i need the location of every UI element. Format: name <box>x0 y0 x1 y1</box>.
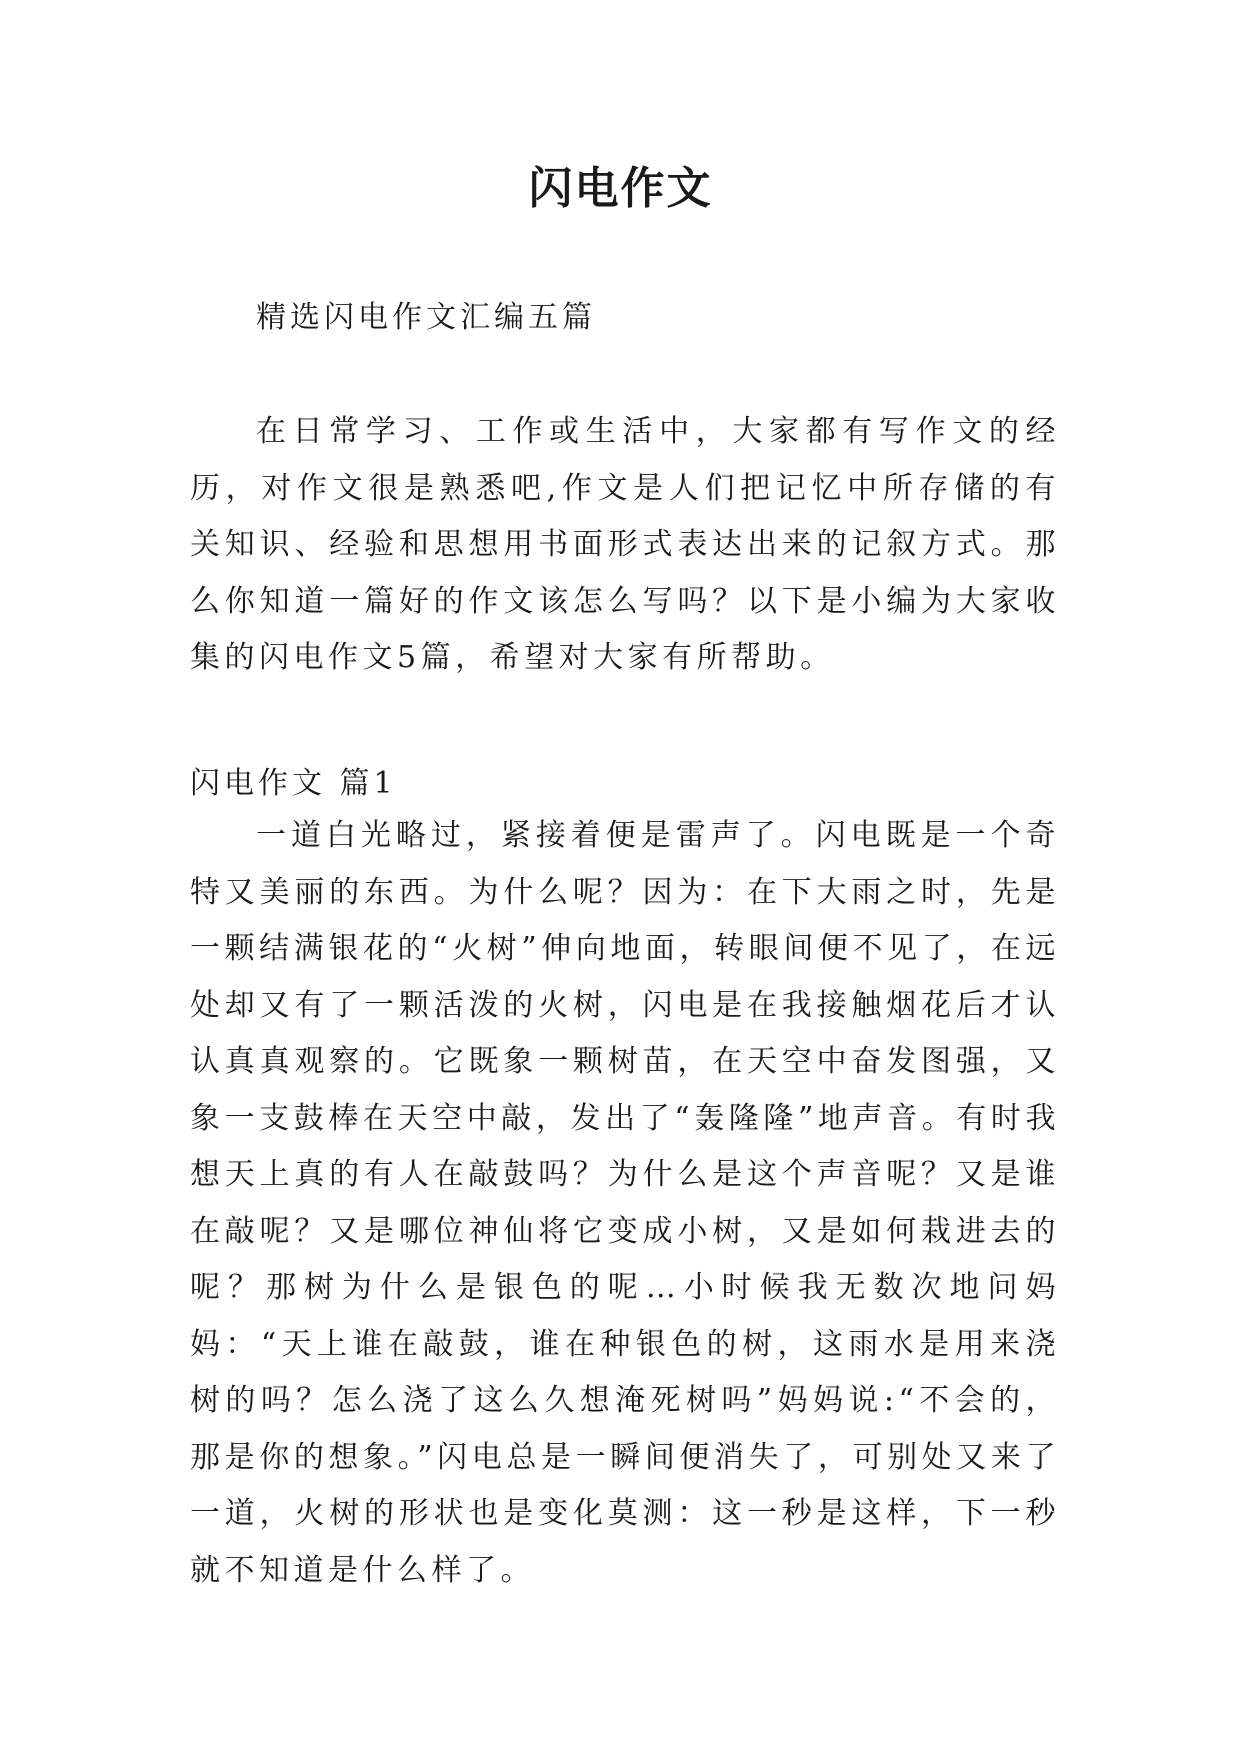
intro-paragraph: 在日常学习、工作或生活中，大家都有写作文的经历，对作文很是熟悉吧,作文是人们把记忆中所存储的有关知识、经验和思想用书面形式表达出来的记叙方式。那么你知道一篇好的作文该怎么写吗？以下是小编为大家收集的闪电作文5篇，希望对大家有所帮助。 <box>190 414 1060 675</box>
section-heading: 闪电作文 篇1 <box>190 766 397 801</box>
document-title: 闪电作文 <box>528 163 713 214</box>
document-subtitle: 精选闪电作文汇编五篇 <box>256 300 596 335</box>
essay-paragraph: 一道白光略过，紧接着便是雷声了。闪电既是一个奇特又美丽的东西。为什么呢？因为：在下大雨之时，先是一颗结满银花的“火树”伸向地面，转眼间便不见了，在远处却又有了一颗活泼的火树，闪电是在我接触烟花后才认认真真观察的。它既象一颗树苗，在天空中奋发图强，又象一支鼓棒在天空中敲，发出了“轰隆隆”地声音。有时我想天上真的有人在敲鼓吗？为什么是这个声音呢？又是谁在敲呢？又是哪位神仙将它变成小树，又是如何栽进去的呢？那树为什么是银色的呢…小时候我无数次地问妈妈：“天上谁在敲鼓，谁在种银色的树，这雨水是用来浇树的吗？怎么浇了这么久想淹死树吗”妈妈说:“不会的，那是你的想象。”闪电总是一瞬间便消失了，可别处又来了一道，火树的形状也是变化莫测：这一秒是这样，下一秒就不知道是什么样了。 <box>190 818 1060 1588</box>
